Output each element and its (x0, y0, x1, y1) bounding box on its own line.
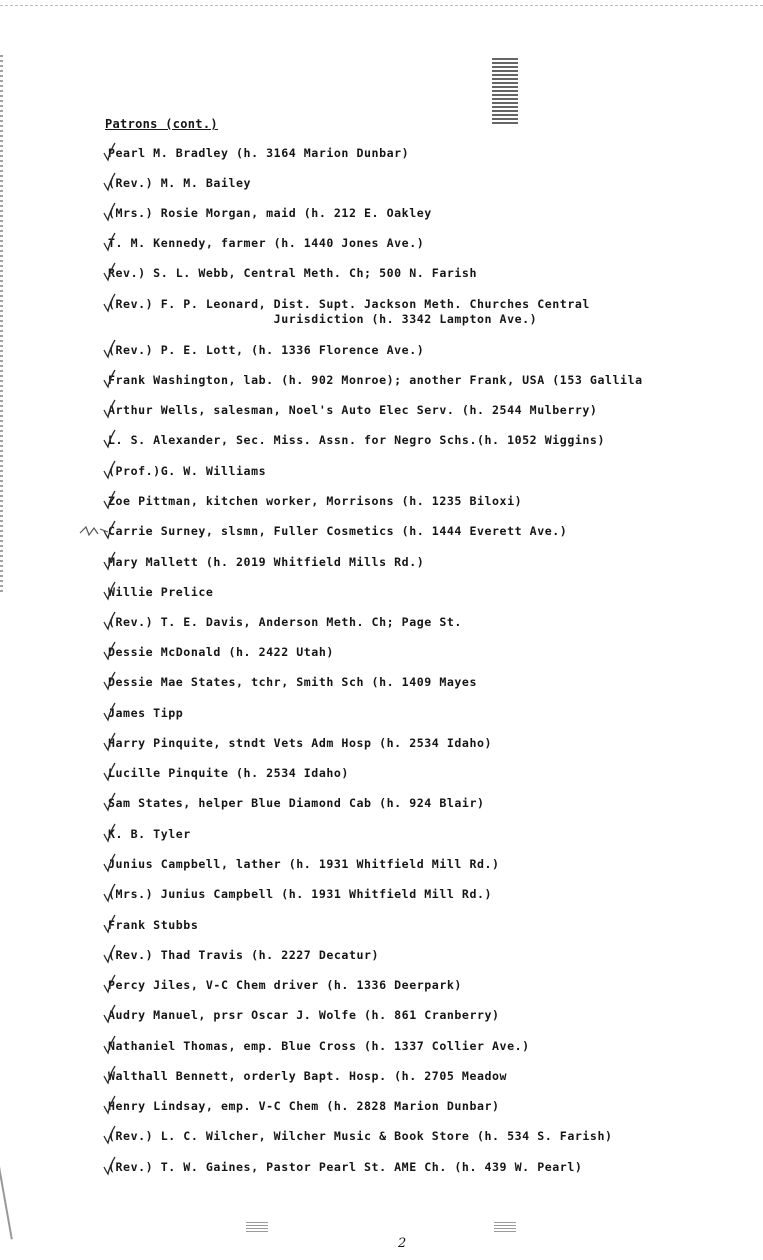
patron-entry (108, 1099, 500, 1114)
patron-entry-text: (Rev.) P. E. Lott, (h. 1336 Florence Ave.) (108, 343, 425, 357)
patron-entry-text: Arthur Wells, salesman, Noel's Auto Elec Serv. (h. 2544 Mulberry) (108, 403, 598, 417)
scan-smudge (492, 58, 518, 126)
patron-entry-text: Zoe Pittman, kitchen worker, Morrisons (h. 1235 Biloxi) (108, 494, 523, 508)
patron-entry (108, 1039, 530, 1054)
patron-entry-text: Sam States, helper Blue Diamond Cab (h. 924 Blair) (108, 796, 485, 810)
patron-entry-text: L. S. Alexander, Sec. Miss. Assn. for Negro Schs.(h. 1052 Wiggins) (108, 433, 605, 447)
patron-entry (108, 297, 590, 327)
patron-entry (108, 373, 643, 388)
patron-entry (108, 706, 183, 721)
patron-entry (108, 918, 198, 933)
patron-entry (108, 675, 477, 690)
patron-entry (108, 464, 266, 479)
patron-entry-text: (Mrs.) Junius Campbell (h. 1931 Whitfield Mill Rd.) (108, 887, 493, 901)
patron-entry-text: Frank Stubbs (108, 918, 199, 932)
patron-entry-text: (Rev.) T. W. Gaines, Pastor Pearl St. AME Ch. (h. 439 W. Pearl) (108, 1160, 583, 1174)
patron-entry (108, 615, 462, 630)
patron-entry-text: (Mrs.) Rosie Morgan, maid (h. 212 E. Oakley (108, 206, 432, 220)
patron-entry-text: Frank Washington, lab. (h. 902 Monroe); another Frank, USA (153 Gallila (108, 373, 643, 387)
patron-entry-text: Carrie Surney, slsmn, Fuller Cosmetics (h. 1444 Everett Ave.) (108, 524, 568, 538)
patron-entry (108, 887, 492, 902)
patron-entry (108, 1008, 500, 1023)
page-number: 2 (398, 1236, 407, 1251)
patron-entry (108, 1129, 613, 1144)
patron-entry-text: Nathaniel Thomas, emp. Blue Cross (h. 1337 Collier Ave.) (108, 1039, 530, 1053)
patron-entry-text: Junius Campbell, lather (h. 1931 Whitfield Mill Rd.) (108, 857, 500, 871)
patron-entry-text: (Prof.)G. W. Williams (108, 464, 267, 478)
page-top-border (0, 5, 763, 6)
patron-entry-text: (Rev.) Thad Travis (h. 2227 Decatur) (108, 948, 380, 962)
patron-entry-text: Walthall Bennett, orderly Bapt. Hosp. (h. 2705 Meadow (108, 1069, 508, 1083)
patron-entry (108, 796, 485, 811)
patron-entry-text: Mary Mallett (h. 2019 Whitfield Mills Rd.) (108, 555, 425, 569)
patron-entry (108, 433, 605, 448)
patron-entry (108, 1160, 582, 1175)
section-heading: Patrons (cont.) (105, 117, 218, 131)
patron-entry-text: Willie Prelice (108, 585, 214, 599)
patron-entry (108, 494, 522, 509)
patron-entry-text: T. M. Kennedy, farmer (h. 1440 Jones Ave.) (108, 236, 425, 250)
patron-entry (108, 857, 500, 872)
patron-entry (108, 236, 424, 251)
patron-entry-text: Harry Pinquite, stndt Vets Adm Hosp (h. 2534 Idaho) (108, 736, 493, 750)
patron-entry-text: Pearl M. Bradley (h. 3164 Marion Dunbar) (108, 146, 410, 160)
patron-entry-text: Dessie McDonald (h. 2422 Utah) (108, 645, 334, 659)
patron-entry-text: (Rev.) F. P. Leonard, Dist. Supt. Jackson Meth. Churches Central Jurisdiction (h. 3342 Lampton Ave.) (108, 297, 590, 326)
patron-entry (108, 645, 334, 660)
patron-entry (108, 266, 477, 281)
patron-entry-text: (Rev.) L. C. Wilcher, Wilcher Music & Book Store (h. 534 S. Farish) (108, 1129, 613, 1143)
patron-entry (108, 978, 462, 993)
patron-entry (108, 1069, 507, 1084)
patron-entry-text: K. B. Tyler (108, 827, 191, 841)
patron-entry (108, 766, 349, 781)
patron-entry-text: Henry Lindsay, emp. V-C Chem (h. 2828 Marion Dunbar) (108, 1099, 500, 1113)
patron-entry (108, 948, 379, 963)
patron-entry (108, 524, 567, 539)
patron-entry (108, 585, 213, 600)
patron-entry-text: (Rev.) M. M. Bailey (108, 176, 252, 190)
binding-edge (0, 55, 3, 595)
patron-entry-text: Audry Manuel, prsr Oscar J. Wolfe (h. 861 Cranberry) (108, 1008, 500, 1022)
patron-entry (108, 555, 424, 570)
scan-edge-mark (0, 1151, 13, 1240)
patron-entry-text: James Tipp (108, 706, 184, 720)
patron-entry (108, 206, 432, 221)
scan-smudge-bottom-right (494, 1222, 516, 1234)
patron-entry-text: (Rev.) T. E. Davis, Anderson Meth. Ch; Page St. (108, 615, 462, 629)
patron-entry-text: Rev.) S. L. Webb, Central Meth. Ch; 500 N. Farish (108, 266, 477, 280)
patron-entry (108, 176, 251, 191)
patron-entry-text: Percy Jiles, V-C Chem driver (h. 1336 Deerpark) (108, 978, 462, 992)
margin-scribble-icon (78, 523, 112, 539)
scan-smudge-bottom-left (246, 1222, 268, 1234)
patron-entry (108, 827, 191, 842)
patron-entry (108, 403, 597, 418)
patron-entry-text: Lucille Pinquite (h. 2534 Idaho) (108, 766, 349, 780)
patron-entry (108, 146, 409, 161)
patron-entry (108, 343, 424, 358)
patron-entry-text: Dessie Mae States, tchr, Smith Sch (h. 1409 Mayes (108, 675, 477, 689)
patron-entry (108, 736, 492, 751)
